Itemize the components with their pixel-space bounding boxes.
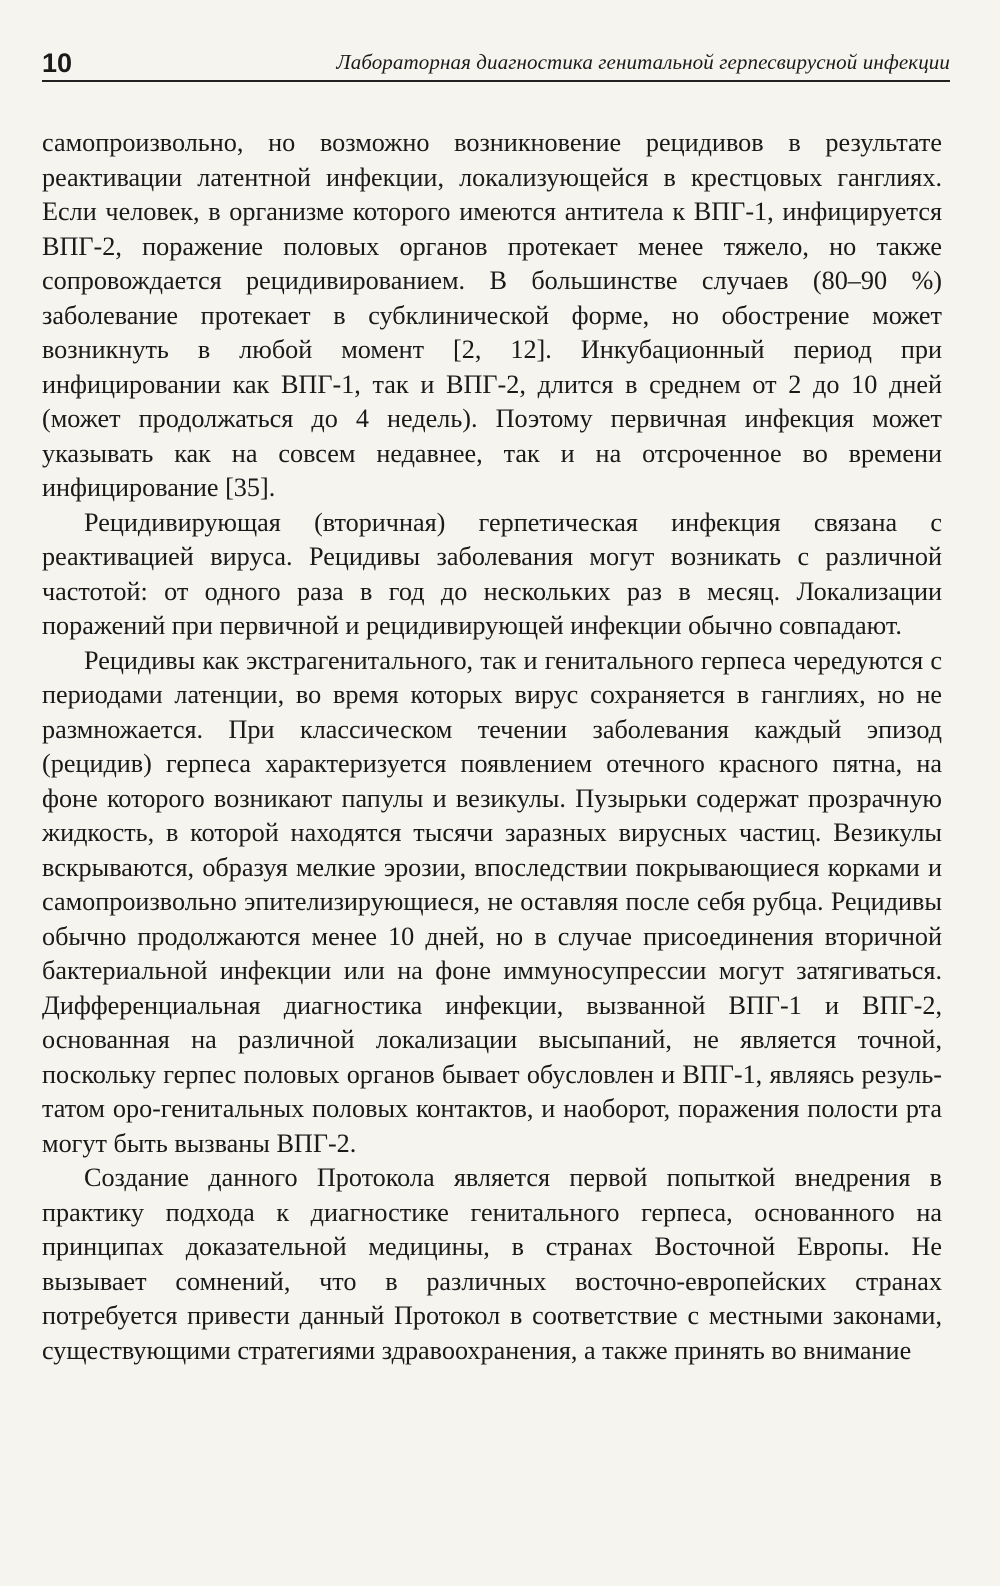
paragraph-relapses: Рецидивы как экстрагенитального, так и генитального герпеса чередуются с периодами латенции, во время которых вирус сохраняется в ганглиях, но не размножается. При классическом течении заболевания каждый эпизод (рецидив) герпеса характеризуется появлением отечного красного пятна, на фоне которого возникают папулы и везикулы. Пузырьки содержат прозрачную жидкость, в которой находятся тысячи заразных вирусных частиц. Везикулы вскрываются, образуя мелкие эрозии, впоследствии покрывающиеся корками и самопроизвольно эпителизирующиеся, не оставляя после себя рубца. Рецидивы обычно продолжаются менее 10 дней, но в случае присоединения вторичной бактериальной инфекции или на фоне иммуносупрессии могут затягиваться. Дифференциальная диагностика инфекции, вызванной ВПГ-1 и ВПГ-2, основанная на различной локализации высыпаний, не является точной, поскольку герпес половых органов бывает обусловлен и ВПГ-1, являясь результатом оро-генитальных половых контактов, и наоборот, поражения полости рта могут быть вызваны ВПГ-2. bbox=[42, 645, 942, 1158]
page-number: 10 bbox=[42, 48, 73, 78]
running-title: Лабораторная диагностика генитальной герпесвирусной инфекции bbox=[336, 50, 950, 74]
body-text bbox=[42, 126, 942, 1368]
paragraph-recurrent-infection: Рецидивирующая (вторичная) герпетическая инфекция связана с реактивацией вируса. Рецидивы заболевания могут возникать с различной частотой: от одного раза в год до нескольких раз в месяц. Локализации поражений при первичной и рецидивирующей инфекции обычно совпадают. bbox=[42, 507, 942, 640]
paragraph-continuation: самопроизвольно, но возможно возникновение рецидивов в результате реактивации латентной инфекции, локализующейся в крестцовых ганглиях. Если человек, в организме которого имеются антитела к ВПГ-1, инфицируется ВПГ-2, поражение половых органов протекает менее тяжело, но также сопровождается рецидивированием. В большинстве случаев (80–90 %) заболевание протекает в субклинической форме, но обострение может возникнуть в любой момент [2, 12]. Инкубационный период при инфицировании как ВПГ-1, так и ВПГ-2, длится в среднем от 2 до 10 дней (может продолжаться до 4 недель). Поэтому первичная инфекция может указывать как на совсем недавнее, так и на отсроченное во времени инфицирование [35]. bbox=[42, 128, 942, 502]
paragraph-protocol: Создание данного Протокола является первой попыткой внедрения в практику подхода к диагностике генитального герпеса, основанного на принципах доказательной медицины, в странах Восточной Европы. Не вызывает сомнений, что в различных восточно-европейских странах потребуется привести данный Протокол в соответствие с местными законами, существующими стратегиями здравоохранения, а также принять во внимание bbox=[42, 1163, 942, 1365]
running-header bbox=[42, 44, 950, 82]
